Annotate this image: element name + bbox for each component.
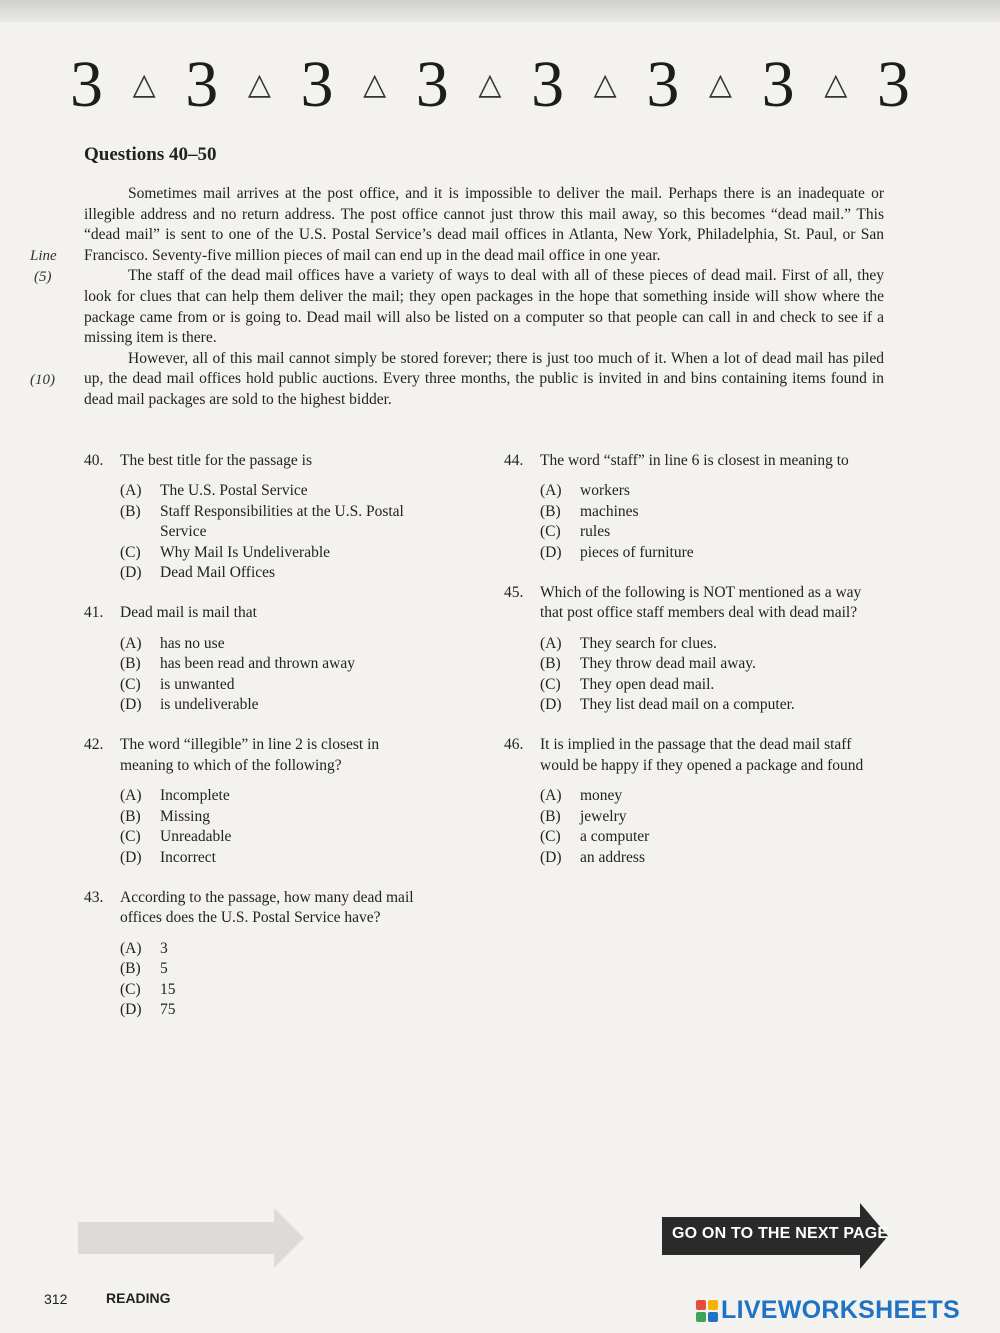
option-text: They list dead mail on a computer. xyxy=(580,696,795,714)
option-text: They open dead mail. xyxy=(580,675,715,693)
watermark-text: LIVEWORKSHEETS xyxy=(721,1296,960,1324)
answer-options xyxy=(120,481,424,583)
questions-right-column xyxy=(504,451,880,888)
question-41 xyxy=(84,603,424,715)
question-number: 41. xyxy=(84,604,104,622)
question-stem xyxy=(504,735,880,776)
passage-paragraph-3: However, all of this mail cannot simply be stored forever; there is just too much of it. When a lot of dead mail has piled up, the dead mail offices hold public auctions. Every three months, the public is invited in and bins containing items found in dead mail packages are sold to the highest bidder. xyxy=(84,349,884,408)
option-letter: (D) xyxy=(540,543,562,561)
option-letter: (D) xyxy=(120,848,142,866)
option-text: Dead Mail Offices xyxy=(160,564,276,582)
answer-option[interactable] xyxy=(120,481,424,501)
answer-option[interactable] xyxy=(120,563,424,583)
option-letter: (B) xyxy=(540,502,561,520)
section-number: 3 xyxy=(876,48,910,121)
question-text: Which of the following is NOT mentioned as a way that post office staff members deal with dead mail? xyxy=(540,584,862,622)
option-text: is undeliverable xyxy=(160,696,259,714)
question-number: 46. xyxy=(504,736,524,754)
answer-option[interactable] xyxy=(540,848,880,868)
option-text: workers xyxy=(580,482,630,500)
triangle-icon: △ xyxy=(132,68,156,101)
answer-option[interactable] xyxy=(120,1000,424,1020)
option-text: Incomplete xyxy=(160,787,230,805)
question-text: The word “illegible” in line 2 is closest in meaning to which of the following? xyxy=(120,736,380,774)
section-number: 3 xyxy=(300,48,334,121)
line-marker-10: (10) xyxy=(30,372,55,388)
answer-option[interactable] xyxy=(120,634,424,654)
option-text: Unreadable xyxy=(160,828,232,846)
section-number: 3 xyxy=(185,48,219,121)
question-text: According to the passage, how many dead mail offices does the U.S. Postal Service have? xyxy=(120,888,414,927)
option-text: They throw dead mail away. xyxy=(580,655,756,673)
answer-option[interactable] xyxy=(120,786,424,806)
answer-option[interactable] xyxy=(120,695,424,715)
triangle-icon: △ xyxy=(363,68,387,101)
option-letter: (A) xyxy=(540,634,562,652)
scan-top-edge xyxy=(0,0,1000,22)
answer-option[interactable] xyxy=(540,634,880,654)
option-letter: (D) xyxy=(120,564,142,582)
answer-option[interactable] xyxy=(540,522,880,542)
question-stem xyxy=(84,451,424,471)
answer-option[interactable] xyxy=(540,543,880,563)
faded-arrow-icon xyxy=(78,1208,304,1268)
option-letter: (B) xyxy=(540,807,561,825)
answer-option[interactable] xyxy=(120,827,424,847)
answer-option[interactable] xyxy=(120,807,424,827)
section-banner xyxy=(70,50,910,120)
question-number: 40. xyxy=(84,452,104,469)
option-text: a computer xyxy=(580,828,650,846)
option-letter: (C) xyxy=(120,675,141,693)
triangle-icon: △ xyxy=(824,68,848,101)
option-text: Incorrect xyxy=(160,848,216,866)
answer-option[interactable] xyxy=(120,959,424,979)
option-letter: (A) xyxy=(120,482,142,500)
answer-option[interactable] xyxy=(540,502,880,522)
question-45 xyxy=(504,583,880,715)
option-letter: (C) xyxy=(120,828,141,846)
option-letter: (A) xyxy=(120,939,142,957)
answer-options xyxy=(540,634,880,716)
option-text: 75 xyxy=(160,1000,176,1018)
question-number: 45. xyxy=(504,584,524,602)
option-letter: (A) xyxy=(540,787,562,805)
question-text: The best title for the passage is xyxy=(120,452,312,469)
answer-options xyxy=(120,634,424,716)
option-letter: (D) xyxy=(540,696,562,714)
page-number: 312 xyxy=(44,1291,68,1307)
section-number: 3 xyxy=(646,48,680,121)
section-number: 3 xyxy=(761,48,795,121)
answer-option[interactable] xyxy=(540,827,880,847)
option-text: rules xyxy=(580,523,611,541)
question-stem xyxy=(84,888,424,929)
answer-option[interactable] xyxy=(120,980,424,1000)
question-number: 43. xyxy=(84,888,104,906)
section-number: 3 xyxy=(415,48,449,121)
question-stem xyxy=(84,603,424,623)
option-letter: (B) xyxy=(120,655,141,673)
answer-options xyxy=(540,481,880,563)
question-text: The word “staff” in line 6 is closest in meaning to xyxy=(540,452,849,469)
question-42 xyxy=(84,735,424,867)
answer-option[interactable] xyxy=(120,848,424,868)
triangle-icon: △ xyxy=(478,68,502,101)
option-text: jewelry xyxy=(580,807,627,825)
reading-passage xyxy=(84,184,884,411)
option-text: They search for clues. xyxy=(580,634,717,652)
triangle-icon: △ xyxy=(247,68,271,101)
option-text: money xyxy=(580,787,623,805)
option-letter: (C) xyxy=(540,675,561,693)
answer-option[interactable] xyxy=(540,654,880,674)
option-text: Staff Responsibilities at the U.S. Postal Service xyxy=(160,502,404,541)
next-page-button[interactable]: GO ON TO THE NEXT PAGE xyxy=(672,1225,889,1242)
option-text: is unwanted xyxy=(160,675,235,693)
option-letter: (A) xyxy=(120,787,142,805)
option-letter: (B) xyxy=(120,807,141,825)
answer-option[interactable] xyxy=(120,654,424,674)
question-text: Dead mail is mail that xyxy=(120,604,257,622)
question-44 xyxy=(504,451,880,563)
section-number: 3 xyxy=(70,48,103,121)
option-text: machines xyxy=(580,502,639,520)
option-letter: (D) xyxy=(540,848,562,866)
section-number: 3 xyxy=(531,48,565,121)
question-43 xyxy=(84,888,424,1020)
triangle-icon: △ xyxy=(708,68,732,101)
option-letter: (C) xyxy=(540,828,561,846)
option-text: 15 xyxy=(160,980,176,998)
passage-paragraph-1: Sometimes mail arrives at the post office, and it is impossible to deliver the mail. Perhaps there is an inadequate or illegible address and no return address. The post office cannot just throw this mail away, so this becomes “dead mail.” This “dead mail” is sent to one of the U.S. Postal Service’s dead mail offices in Atlanta, New York, Philadelphia, St. Paul, or San Francisco. Seventy-five million pieces of mail can end up in the dead mail office in one year. xyxy=(84,185,884,264)
question-number: 44. xyxy=(504,452,524,469)
liveworksheets-watermark xyxy=(695,1296,960,1325)
line-marker-label: Line xyxy=(30,248,57,264)
answer-option[interactable] xyxy=(120,939,424,959)
option-letter: (D) xyxy=(120,696,142,714)
option-letter: (C) xyxy=(120,543,141,561)
option-text: Missing xyxy=(160,807,210,825)
answer-option[interactable] xyxy=(120,543,424,563)
option-text: Why Mail Is Undeliverable xyxy=(160,543,331,561)
option-letter: (B) xyxy=(540,655,561,673)
answer-option[interactable] xyxy=(120,675,424,695)
questions-left-column xyxy=(84,451,424,1040)
answer-options xyxy=(540,786,880,868)
option-text: has no use xyxy=(160,634,225,652)
option-letter: (A) xyxy=(120,634,142,652)
triangle-icon: △ xyxy=(593,68,617,101)
option-letter: (A) xyxy=(540,482,562,500)
section-title: Questions 40–50 xyxy=(84,144,217,165)
option-letter: (B) xyxy=(120,960,141,978)
question-46 xyxy=(504,735,880,867)
answer-option[interactable] xyxy=(540,695,880,715)
question-stem xyxy=(504,451,880,471)
option-letter: (C) xyxy=(540,523,561,541)
question-stem xyxy=(84,735,424,776)
answer-option[interactable] xyxy=(120,502,424,543)
passage-paragraph-2: The staff of the dead mail offices have a variety of ways to deal with all of these pieces of dead mail. First of all, they look for clues that can help them deliver the mail; they open packages in the hope that something inside will show where the package came from or is going to. Dead mail will also be listed on a computer so that people can call in and check to see if a missing item is there. xyxy=(84,267,884,347)
answer-option[interactable] xyxy=(540,675,880,695)
footer-section-label: READING xyxy=(106,1290,171,1306)
option-text: 3 xyxy=(160,939,168,957)
option-text: pieces of furniture xyxy=(580,543,694,561)
answer-options xyxy=(120,939,424,1021)
liveworksheets-logo-icon xyxy=(695,1299,719,1323)
answer-option[interactable] xyxy=(540,481,880,501)
answer-option[interactable] xyxy=(540,807,880,827)
option-letter: (B) xyxy=(120,502,141,520)
option-text: an address xyxy=(580,848,645,866)
option-text: 5 xyxy=(160,960,168,978)
option-letter: (D) xyxy=(120,1000,142,1018)
option-text: The U.S. Postal Service xyxy=(160,482,308,500)
question-text: It is implied in the passage that the dead mail staff would be happy if they opened a package and found xyxy=(540,736,864,774)
line-marker-5: (5) xyxy=(34,269,52,285)
answer-options xyxy=(120,786,424,868)
question-stem xyxy=(504,583,880,624)
question-number: 42. xyxy=(84,736,104,754)
answer-option[interactable] xyxy=(540,786,880,806)
option-letter: (C) xyxy=(120,980,141,998)
question-40 xyxy=(84,451,424,583)
option-text: has been read and thrown away xyxy=(160,655,355,673)
